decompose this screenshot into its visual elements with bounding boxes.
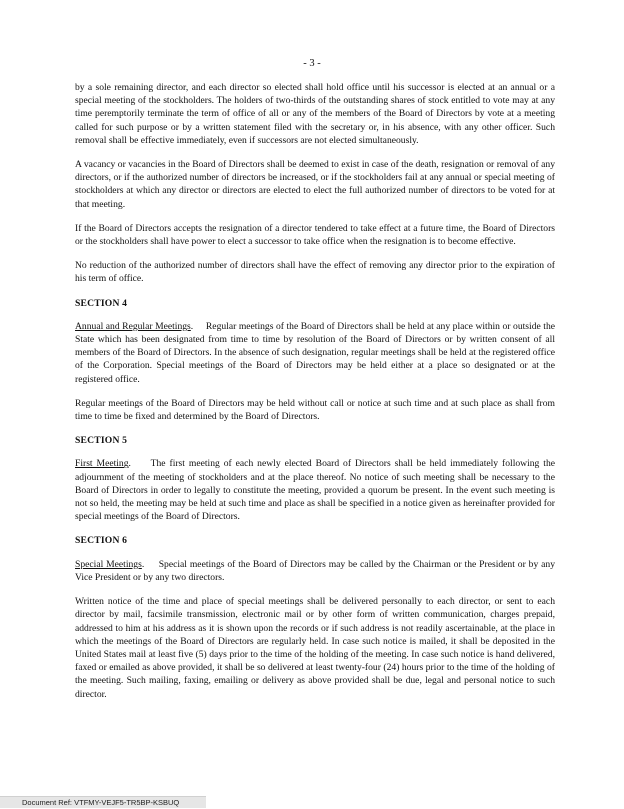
section-6-paragraph [75,558,555,584]
section-6-paragraph-2: Written notice of the time and place of special meetings shall be delivered personally to each director, or sent to each director by mail, facsimile transmission, electronic mail or by other form of written communication, charges prepaid, addressed to him at his address as it is shown upon the records or if such address is not readily ascertainable, at the place in which the meetings of the Board of Directors are regularly held. In case such notice is mailed, it shall be deposited in the United States mail at least five (5) days prior to the time of the holding of the meeting. In case such notice is hand delivered, faxed or emailed as above provided, it shall be so delivered at least twenty-four (24) hours prior to the time of the holding of the meeting. Such mailing, faxing, emailing or delivery as above provided shall be due, legal and personal notice to such director. [75,596,555,700]
document-body [75,81,555,712]
section-4-paragraph [75,320,555,386]
section-6-title: Special Meetings [75,558,142,570]
section-4-heading: SECTION 4 [75,297,128,309]
section-4-title: Annual and Regular Meetings [75,320,191,332]
paragraph-reduction: No reduction of the authorized number of directors shall have the effect of removing any director prior to the expiration of his term of office. [75,260,555,285]
section-6-body: Special meetings of the Board of Directors may be called by the Chairman or the President or by any Vice President or by any two directors. [75,558,555,583]
section-4-body: Regular meetings of the Board of Directors shall be held at any place within or outside the State which has been designated from time to time by resolution of the Board of Directors or by written consent of all members of the Board of Directors. In the absence of such designation, regular meetings shall be held at the registered office of the Corporation. Special meetings of the Board of Directors may be held either at a place so designated or at the registered office. [75,320,556,385]
section-5-title-punct: . [128,458,131,470]
paragraph-removal: by a sole remaining director, and each director so elected shall hold office until his successor is elected at an annual or a special meeting of the stockholders. The holders of two-thirds of the outstanding shares of stock entitled to vote may at any time peremptorily terminate the term of office of all or any of the members of the Board of Directors by vote at a meeting called for such purpose or by a written statement filed with the secretary or, in his absence, with any other officer. Such removal shall be effective immediately, even if successors are not elected simultaneously. [75,82,555,146]
section-5-heading: SECTION 5 [75,435,128,447]
section-5-title: First Meeting [75,458,129,470]
paragraph-vacancy: A vacancy or vacancies in the Board of Directors shall be deemed to exist in case of the death, resignation or removal of any directors, or if the authorized number of directors be increased, or if the stockholders fail at any annual or special meeting of stockholders at which any director or directors are elected to elect the full authorized number of directors to be voted for at that meeting. [75,159,555,210]
page-number: - 3 - [303,58,321,69]
section-4-title-punct: . [190,320,194,332]
paragraph-resignation: If the Board of Directors accepts the resignation of a director tendered to take effect at a future time, the Board of Directors or the stockholders shall have power to elect a successor to take office when the resignation is to become effective. [75,222,555,248]
section-5-paragraph [75,457,555,523]
section-4-paragraph-2: Regular meetings of the Board of Directors may be held without call or notice at such time and at such place as shall from time to time be fixed and determined by the Board of Directors. [75,397,555,423]
section-5-body: The first meeting of each newly elected Board of Directors shall be held immediately following the adjournment of the meeting of stockholders and at the place thereof. No notice of such meeting shall be necessary to the Board of Directors in order to legally to constitute the meeting, provided a quorum be present. In the event such meeting is not so held, the meeting may be held at such time and place as shall be specified in a notice given as hereinafter provided for special meetings of the Board of Directors. [75,458,556,523]
section-6-heading: SECTION 6 [75,535,128,547]
section-6-title-punct: . [141,558,145,570]
document-ref-footer: Document Ref: VTFMY-VEJF5-TR5BP-KSBUQ [0,796,206,808]
